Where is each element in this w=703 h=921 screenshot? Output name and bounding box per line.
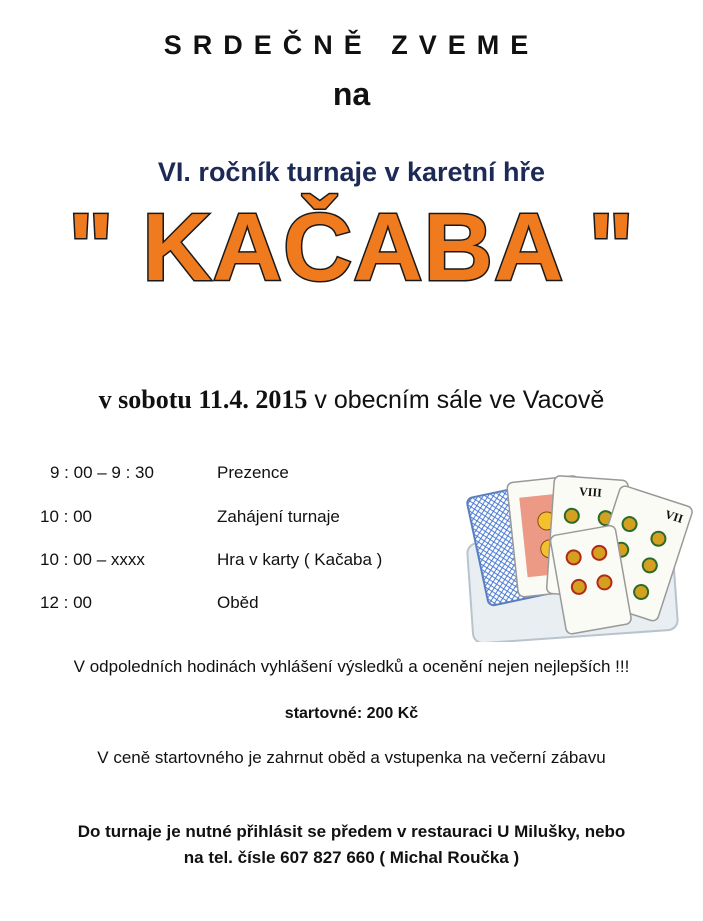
card-label: VII <box>663 507 685 526</box>
registration-line-2: na tel. čísle 607 827 660 ( Michal Roučka ) <box>183 848 520 867</box>
schedule-activity: Hra v karty ( Kačaba ) <box>217 550 383 569</box>
registration-line-1: Do turnaje je nutné přihlásit se předem v restauraci U Milušky, nebo <box>77 822 626 841</box>
schedule-time: 10 : 00 <box>40 507 92 526</box>
schedule-activity: Oběd <box>217 593 259 612</box>
tournament-subtitle: VI. ročník turnaje v karetní hře <box>157 157 546 187</box>
event-place: v obecním sále ve Vacově <box>314 386 605 414</box>
entry-fee: startovné: 200 Kč <box>284 705 419 722</box>
na-heading: na <box>332 76 371 112</box>
schedule-activity: Zahájení turnaje <box>217 507 340 526</box>
results-note: V odpoledních hodinách vyhlášení výsledků a ocenění nejen nejlepších !!! <box>73 657 630 676</box>
schedule-time: 10 : 00 – xxxx <box>40 550 145 569</box>
event-when <box>0 385 703 415</box>
included-note: V ceně startovného je zahrnut oběd a vstupenka na večerní zábavu <box>97 748 606 767</box>
event-date: v sobotu 11.4. 2015 <box>98 385 308 414</box>
invite-heading: SRDEČNĚ ZVEME <box>163 30 540 60</box>
schedule-time: 9 : 00 – 9 : 30 <box>50 463 154 482</box>
playing-cards-icon <box>458 462 698 642</box>
tournament-title: " KAČABA " <box>68 194 635 301</box>
schedule-activity: Prezence <box>217 463 289 482</box>
card-label: VIII <box>578 484 603 500</box>
schedule-time: 12 : 00 <box>40 593 92 612</box>
